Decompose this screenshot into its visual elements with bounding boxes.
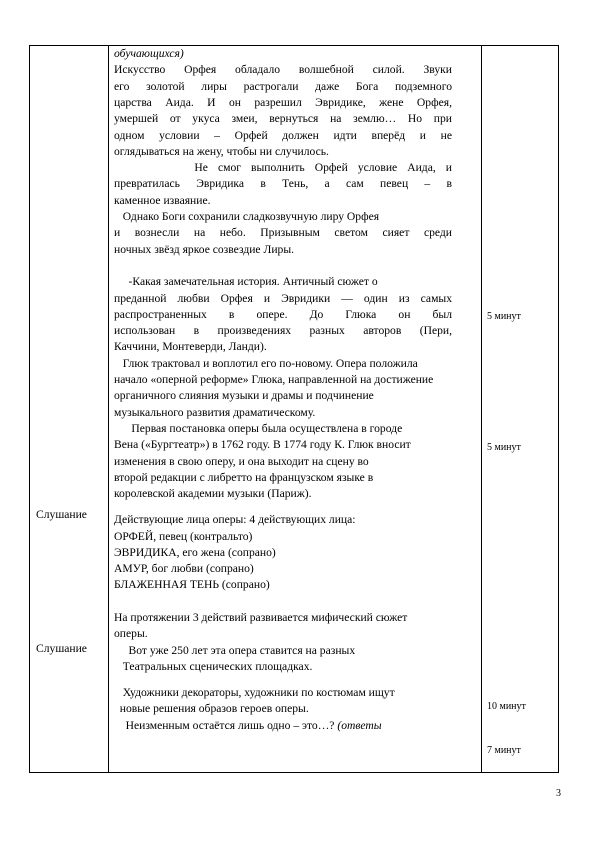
column-divider-right xyxy=(481,46,482,772)
text-line xyxy=(114,46,452,62)
text-line-content: королевской академии музыки (Париж). xyxy=(114,487,312,501)
text-line-content: ночных звёзд яркое созвездие Лиры. xyxy=(114,242,295,256)
column-divider-left xyxy=(108,46,109,772)
text-line xyxy=(114,242,452,258)
text-line-content: Однако Боги сохранили сладкозвучную лиру Орфея xyxy=(114,210,380,223)
text-line xyxy=(114,372,452,388)
text-line-content: -Какая замечательная история. Античный сюжет о xyxy=(114,275,378,289)
text-line xyxy=(114,685,452,701)
text-line xyxy=(114,437,452,453)
text-line xyxy=(114,561,452,577)
text-line-content: БЛАЖЕННАЯ ТЕНЬ (сопрано) xyxy=(114,578,270,592)
text-line xyxy=(114,339,452,355)
text-line xyxy=(114,225,452,241)
activity-label: Слушание xyxy=(36,508,87,521)
duration-label: 10 минут xyxy=(487,701,526,712)
text-line-content: и вознесли на небо. Призывным светом сияет среди xyxy=(114,226,452,240)
text-line xyxy=(114,274,452,290)
page-number: 3 xyxy=(556,788,561,799)
text-line xyxy=(114,529,452,545)
duration-label: 5 минут xyxy=(487,311,521,322)
text-line-content: использован в произведениях разных авторов (Пери, xyxy=(114,324,452,338)
text-line-content: ОРФЕЙ, певец (контральто) xyxy=(114,529,253,543)
text-line-content: Неизменным остаётся лишь одно – это…? xyxy=(114,718,338,732)
text-line-content: изменения в свою оперу, и она выходит на сцену во xyxy=(114,454,369,468)
text-line-content: Вена («Бургтеатр») в 1762 году. В 1774 году К. Глюк вносит xyxy=(114,438,411,452)
text-line-content: царства Аида. И он разрешил Эвридике, жене Орфея, xyxy=(114,95,452,109)
text-line xyxy=(114,160,452,176)
text-line-content: второй редакции с либретто на французском языке в xyxy=(114,470,374,484)
text-line xyxy=(114,128,452,144)
text-line xyxy=(114,209,452,225)
text-line-content: Действующие лица оперы: 4 действующих лица: xyxy=(114,513,356,527)
text-line-content: АМУР, бог любви (сопрано) xyxy=(114,562,254,576)
text-line xyxy=(114,388,452,404)
text-line-content: Театральных сценических площадках. xyxy=(114,659,313,673)
text-line xyxy=(114,659,452,675)
text-line-italic-tail: (ответы xyxy=(337,718,382,732)
text-line-content: Не смог выполнить Орфей условие Аида, и xyxy=(114,161,452,175)
duration-label: 5 минут xyxy=(487,442,521,453)
text-line-content: оглядываться на жену, чтобы ни случилось. xyxy=(114,144,329,158)
text-line-content: обучающихся) xyxy=(114,47,184,60)
text-line xyxy=(114,323,452,339)
text-line-content: На протяжении 3 действий развивается мифический сюжет xyxy=(114,611,408,624)
text-line-content: распространенных в опере. До Глюка он был xyxy=(114,307,452,321)
text-line xyxy=(114,405,452,421)
text-line xyxy=(114,610,452,626)
text-line xyxy=(114,577,452,593)
activity-label: Слушание xyxy=(36,642,87,655)
text-line-content: Искусство Орфея обладало волшебной силой. Звуки xyxy=(114,63,452,77)
text-line xyxy=(114,193,452,209)
text-line-content: новые решения образов героев оперы. xyxy=(114,702,309,716)
text-line xyxy=(114,718,452,734)
text-line xyxy=(114,176,452,192)
text-line-content: органичного слияния музыки и драмы и подчинение xyxy=(114,389,374,403)
text-line xyxy=(114,454,452,470)
text-line xyxy=(114,95,452,111)
text-line xyxy=(114,356,452,372)
duration-label: 7 минут xyxy=(487,745,521,756)
text-line-content: Первая постановка оперы была осуществлена в городе xyxy=(114,421,403,435)
text-line xyxy=(114,545,452,561)
text-line xyxy=(114,626,452,642)
text-line-content: начало «оперной реформе» Глюка, направленной на достижение xyxy=(114,373,434,386)
text-line xyxy=(114,486,452,502)
text-line-content: Вот уже 250 лет эта опера ставится на разных xyxy=(114,643,356,657)
text-line xyxy=(114,470,452,486)
text-line xyxy=(114,643,452,659)
text-line-content: превратилась Эвридика в Тень, а сам певец – в xyxy=(114,177,452,191)
text-line xyxy=(114,79,452,95)
text-line-content: умершей от укуса змеи, вернуться на землю… Но при xyxy=(114,112,452,126)
text-line-content: Глюк трактовал и воплотил его по-новому. Опера положила xyxy=(114,356,418,370)
text-line-content: Каччини, Монтеверди, Ланди). xyxy=(114,340,267,354)
text-line-content: одном условии – Орфей должен идти вперёд и не xyxy=(114,128,452,142)
text-line xyxy=(114,701,452,717)
text-line-content: преданной любви Орфея и Эвридики — один из самых xyxy=(114,291,452,305)
text-line-content: каменное изваяние. xyxy=(114,193,211,207)
text-line xyxy=(114,111,452,127)
text-line xyxy=(114,512,452,528)
text-line-content: ЭВРИДИКА, его жена (сопрано) xyxy=(114,545,276,559)
text-line xyxy=(114,421,452,437)
text-line-content: оперы. xyxy=(114,627,148,641)
text-line-content: его золотой лиры растрогали даже Бога подземного xyxy=(114,79,452,93)
text-line xyxy=(114,291,452,307)
text-line-content: Художники декораторы, художники по костюмам ищут xyxy=(114,686,395,699)
text-line-content: музыкального развития драматическому. xyxy=(114,405,316,419)
text-line xyxy=(114,62,452,78)
text-line xyxy=(114,144,452,160)
text-line xyxy=(114,307,452,323)
